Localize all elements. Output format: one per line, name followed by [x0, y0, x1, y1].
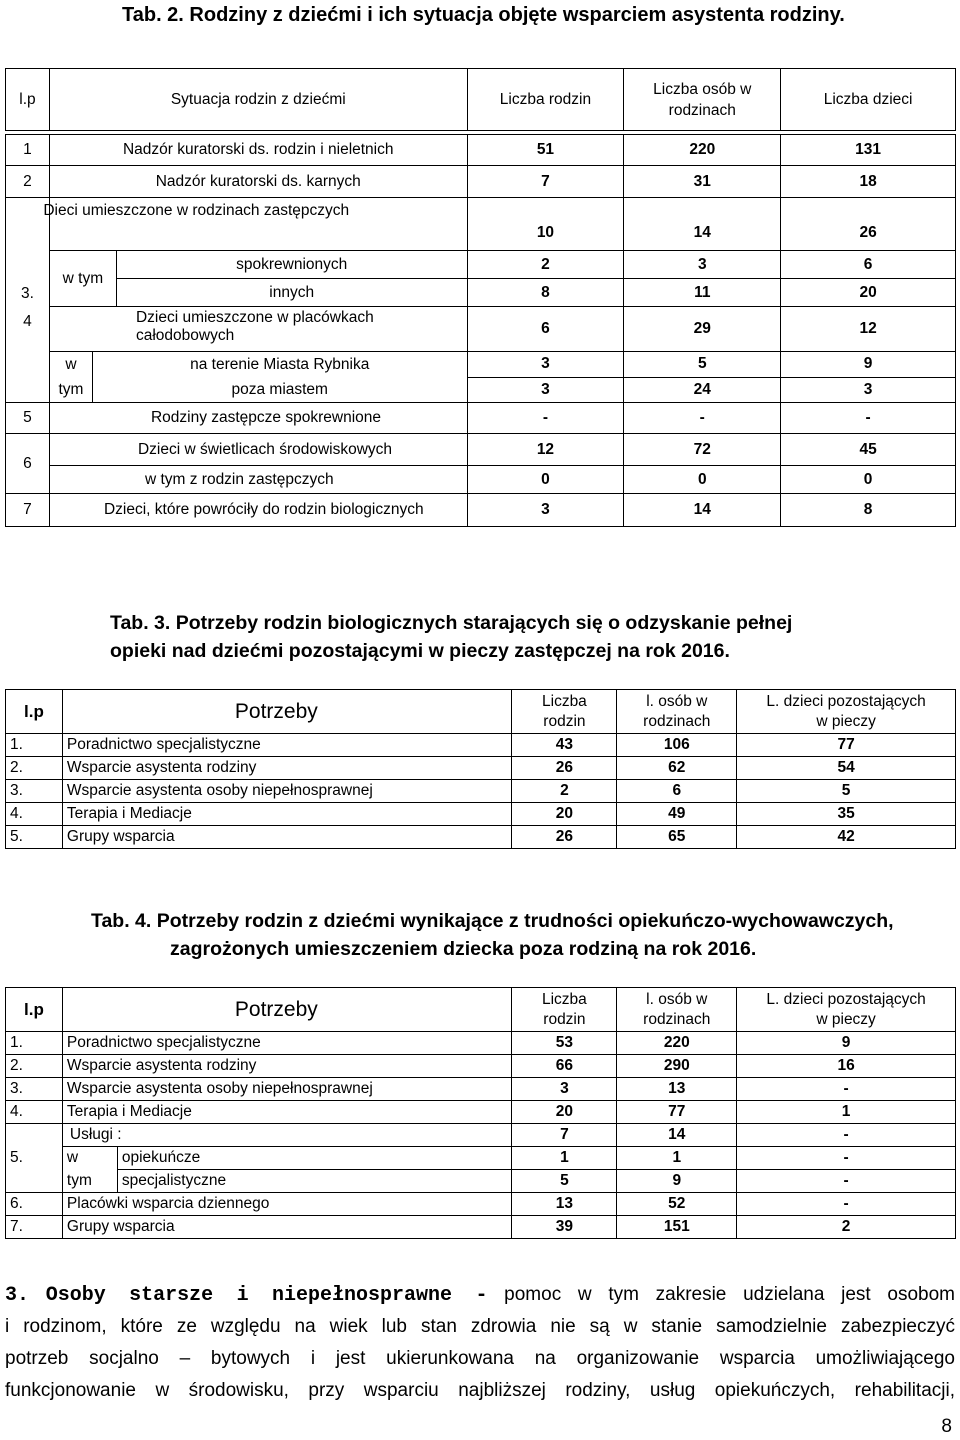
row-label: Dzieci, które powróciły do rodzin biologicznych — [49, 494, 467, 527]
row-persons: 29 — [624, 307, 781, 352]
services-label: Usługi : — [62, 1124, 512, 1147]
row-children: 131 — [781, 135, 956, 166]
table-row — [6, 757, 956, 780]
row-families: 5 — [512, 1170, 617, 1193]
tab3-header-families-1: Liczba — [542, 692, 587, 710]
row-no: 7. — [6, 1216, 63, 1239]
row-persons: 220 — [624, 135, 781, 166]
section3-heading-text: Osoby starsze i niepełnosprawne - — [45, 1284, 488, 1307]
tab4-header-persons-1: l. osób w — [646, 990, 708, 1008]
row-persons: 9 — [617, 1170, 737, 1193]
row-families: 1 — [512, 1147, 617, 1170]
row-no: 6 — [6, 434, 50, 494]
row-no-4: 4 — [6, 307, 50, 403]
tab3-title — [110, 609, 832, 665]
row-persons: 13 — [617, 1078, 737, 1101]
row-children: 35 — [737, 803, 956, 826]
city-outside-labels — [92, 352, 467, 403]
row-families: 0 — [467, 466, 624, 494]
row-children: 2 — [737, 1216, 956, 1239]
tab4-header-families-1: Liczba — [541, 990, 587, 1008]
row-persons: 151 — [617, 1216, 737, 1239]
row-no-3: 3. — [6, 198, 50, 307]
tab3-header-families — [512, 690, 617, 734]
tab3-header-lp: l.p — [6, 690, 63, 734]
section3-line1-rest: pomoc w tym zakresie udzielana jest osobom — [504, 1284, 955, 1305]
row-children: 26 — [781, 198, 956, 251]
table-row — [6, 352, 956, 378]
row-label: Wsparcie asystenta osoby niepełnosprawnej — [62, 780, 512, 803]
row-label: Rodziny zastępcze spokrewnione — [49, 403, 467, 434]
row-persons: 72 — [624, 434, 781, 466]
row-label: Wsparcie asystenta rodziny — [62, 1055, 512, 1078]
tab2-header-persons — [624, 69, 781, 131]
row-no: 1 — [6, 135, 50, 166]
tab4-header-children-2: w pieczy — [816, 1010, 876, 1028]
section3-paragraph — [5, 1279, 955, 1407]
row-persons: 290 — [617, 1055, 737, 1078]
row-no: 7 — [6, 494, 50, 527]
tab3-table — [5, 689, 956, 849]
row-no: 6. — [6, 1193, 63, 1216]
section3-line1 — [5, 1279, 955, 1311]
w-label: w — [62, 1147, 117, 1170]
row-persons: 1 — [617, 1147, 737, 1170]
tab4-header-persons — [617, 988, 737, 1032]
row-label: Nadzór kuratorski ds. rodzin i nieletnich — [49, 135, 467, 166]
row-families: 26 — [512, 757, 617, 780]
tab3-header-families-2: rodzin — [543, 712, 586, 730]
tab4-title-line2: zagrożonych umieszczeniem dziecka poza rodziną na rok 2016. — [170, 938, 757, 960]
row-families: 39 — [512, 1216, 617, 1239]
row-children: 9 — [781, 352, 956, 378]
row-label: w tym z rodzin zastępczych — [49, 466, 467, 494]
row-no: 2 — [6, 166, 50, 198]
table-row — [6, 803, 956, 826]
care-label: opiekuńcze — [117, 1147, 512, 1170]
tab2-header-children: Liczba dzieci — [781, 69, 956, 131]
row-families: 2 — [512, 780, 617, 803]
tab4-header-families — [512, 988, 617, 1032]
tab2-header-situation: Sytuacja rodzin z dziećmi — [49, 69, 467, 131]
row-families: 26 — [512, 826, 617, 849]
row-no: 1. — [6, 1032, 63, 1055]
tab3-header-persons-2: rodzinach — [643, 712, 711, 730]
care-label: Dzieci umieszczone w placówkach całodobowych — [49, 307, 467, 352]
table-row — [6, 1147, 956, 1170]
outside-label: poza miastem — [231, 381, 328, 398]
w-label: w — [49, 352, 92, 378]
row-children: 6 — [781, 251, 956, 279]
tab3-header-children-2: w pieczy — [816, 712, 876, 730]
row-no: 5. — [6, 1124, 63, 1193]
row-families: 66 — [512, 1055, 617, 1078]
tab3-header-needs: Potrzeby — [62, 690, 512, 734]
row-label: Wsparcie asystenta osoby niepełnosprawnej — [62, 1078, 512, 1101]
row-families: 12 — [467, 434, 624, 466]
table-row — [6, 466, 956, 494]
row-label: Placówki wsparcia dziennego — [62, 1193, 512, 1216]
row-persons: 3 — [624, 251, 781, 279]
row-persons: 5 — [624, 352, 781, 378]
related-label: spokrewnionych — [116, 251, 467, 279]
tym-label: tym — [49, 377, 92, 403]
row-label: Nadzór kuratorski ds. karnych — [49, 166, 467, 198]
table-row — [6, 1101, 956, 1124]
tab2-header-lp: l.p — [6, 69, 50, 131]
table-row — [6, 307, 956, 352]
row-families: 10 — [467, 198, 624, 251]
row-families: 6 — [467, 307, 624, 352]
page-number: 8 — [941, 1416, 952, 1437]
row-persons: 220 — [617, 1032, 737, 1055]
table-row — [6, 166, 956, 198]
row-families: 8 — [467, 279, 624, 307]
row-children: 54 — [737, 757, 956, 780]
tab3-title-line1: Tab. 3. Potrzeby rodzin biologicznych starających się o odzyskanie pełnej — [110, 612, 793, 634]
row-families: 20 — [512, 803, 617, 826]
tab3-header-persons — [617, 690, 737, 734]
tab4-table — [5, 987, 956, 1239]
row-children: 9 — [737, 1032, 956, 1055]
table-row — [6, 251, 956, 279]
row-label: Terapia i Mediacje — [62, 803, 512, 826]
row-children: - — [781, 403, 956, 434]
row-no: 4. — [6, 803, 63, 826]
table-row — [6, 279, 956, 307]
section3-line3: potrzeb socjalno – bytowych i jest ukierunkowana na organizowanie wsparcia umożliwiającego — [5, 1348, 955, 1369]
row-persons: 62 — [617, 757, 737, 780]
row-persons: 65 — [617, 826, 737, 849]
table-row — [6, 403, 956, 434]
row-persons: 31 — [624, 166, 781, 198]
row-no: 2. — [6, 757, 63, 780]
row-no: 1. — [6, 734, 63, 757]
row-label: Poradnictwo specjalistyczne — [62, 734, 512, 757]
table-row — [6, 1216, 956, 1239]
row-families: 3 — [467, 352, 624, 378]
row-persons: 6 — [617, 780, 737, 803]
table-row — [6, 780, 956, 803]
row-children: - — [737, 1078, 956, 1101]
row-children: - — [737, 1124, 956, 1147]
row-children: 45 — [781, 434, 956, 466]
row-families: 3 — [512, 1078, 617, 1101]
tab4-title — [88, 907, 948, 963]
table-row — [6, 198, 956, 251]
row-no: 5. — [6, 826, 63, 849]
tab3-header-children — [737, 690, 956, 734]
row-label: Wsparcie asystenta rodziny — [62, 757, 512, 780]
table-row — [6, 1193, 956, 1216]
row-families: 3 — [467, 377, 624, 403]
row-children: 3 — [781, 377, 956, 403]
w-tym-label: w tym — [49, 251, 116, 307]
tab4-title-line1: Tab. 4. Potrzeby rodzin z dziećmi wynikające z trudności opiekuńczo-wychowawczych, — [91, 910, 894, 932]
table-row — [6, 135, 956, 166]
table-row — [6, 1124, 956, 1147]
table-row — [6, 1032, 956, 1055]
tab4-header-children-1: L. dzieci pozostających — [766, 990, 926, 1008]
table-row — [6, 1170, 956, 1193]
other-label: innych — [116, 279, 467, 307]
row-label — [43, 198, 467, 251]
row-families: 7 — [467, 166, 624, 198]
table-row — [6, 434, 956, 466]
row-families: 3 — [467, 494, 624, 527]
row-persons: 11 — [624, 279, 781, 307]
row-label: Poradnictwo specjalistyczne — [62, 1032, 512, 1055]
row-children: 0 — [781, 466, 956, 494]
tym-label: tym — [62, 1170, 117, 1193]
row-persons: 106 — [617, 734, 737, 757]
row-label: Terapia i Mediacje — [62, 1101, 512, 1124]
row-families: 13 — [512, 1193, 617, 1216]
row-persons: - — [624, 403, 781, 434]
tab2-title: Tab. 2. Rodziny z dziećmi i ich sytuacja objęte wsparciem asystenta rodziny. — [122, 4, 845, 26]
tab4-header-children — [737, 988, 956, 1032]
row-children: - — [737, 1170, 956, 1193]
row-persons: 14 — [617, 1124, 737, 1147]
table-row — [6, 494, 956, 527]
tab3-header-persons-1: l. osób w — [646, 692, 708, 710]
row-families: 43 — [512, 734, 617, 757]
tab4-header-families-2: rodzin — [543, 1010, 586, 1028]
tab2-table — [5, 68, 956, 527]
tab2-header-families: Liczba rodzin — [467, 69, 624, 131]
row-persons: 24 — [624, 377, 781, 403]
row-families: 7 — [512, 1124, 617, 1147]
row-persons: 52 — [617, 1193, 737, 1216]
row-children: 42 — [737, 826, 956, 849]
row-persons: 77 — [617, 1101, 737, 1124]
section3-heading-num: 3. — [5, 1284, 30, 1307]
row-children: 16 — [737, 1055, 956, 1078]
special-label: specjalistyczne — [117, 1170, 512, 1193]
row-children: 77 — [737, 734, 956, 757]
row-persons: 14 — [624, 494, 781, 527]
tab2-header-persons-text: Liczba osób w rodzinach — [653, 80, 752, 119]
tab3-header-children-1: L. dzieci pozostających — [766, 692, 926, 710]
foster-label: Dieci umieszczone w rodzinach zastępczych — [43, 202, 350, 219]
row-label: Grupy wsparcia — [62, 826, 512, 849]
row-children: 20 — [781, 279, 956, 307]
tab4-header-lp: l.p — [6, 988, 63, 1032]
section3-line2: i rodzinom, które ze względu na wiek lub stan zdrowia nie są w stanie samodzielnie zabezpieczyć — [5, 1316, 955, 1337]
row-label: Dzieci w świetlicach środowiskowych — [49, 434, 467, 466]
row-no: 4. — [6, 1101, 63, 1124]
table-row — [6, 1055, 956, 1078]
row-families: - — [467, 403, 624, 434]
row-families: 2 — [467, 251, 624, 279]
row-children: 18 — [781, 166, 956, 198]
row-families: 20 — [512, 1101, 617, 1124]
row-persons: 0 — [624, 466, 781, 494]
row-no: 3. — [6, 780, 63, 803]
table-row — [6, 1078, 956, 1101]
city-label: na terenie Miasta Rybnika — [190, 356, 370, 373]
row-no: 2. — [6, 1055, 63, 1078]
row-label: Grupy wsparcia — [62, 1216, 512, 1239]
row-no: 5 — [6, 403, 50, 434]
row-children: - — [737, 1193, 956, 1216]
row-families: 51 — [467, 135, 624, 166]
tab4-header-persons-2: rodzinach — [643, 1010, 711, 1028]
row-children: 12 — [781, 307, 956, 352]
row-children: 1 — [737, 1101, 956, 1124]
row-persons: 14 — [624, 198, 781, 251]
section3-line4: funkcjonowanie w środowisku, przy wsparciu najbliższej rodziny, usług opiekuńczych, rehabilitacji, — [5, 1380, 955, 1401]
row-persons: 49 — [617, 803, 737, 826]
row-children: - — [737, 1147, 956, 1170]
row-children: 5 — [737, 780, 956, 803]
tab3-title-line2: opieki nad dziećmi pozostającymi w pieczy zastępczej na rok 2016. — [110, 640, 730, 662]
table-row — [6, 826, 956, 849]
row-families: 53 — [512, 1032, 617, 1055]
row-children: 8 — [781, 494, 956, 527]
table-row — [6, 734, 956, 757]
row-no: 3. — [6, 1078, 63, 1101]
tab4-header-needs: Potrzeby — [62, 988, 512, 1032]
